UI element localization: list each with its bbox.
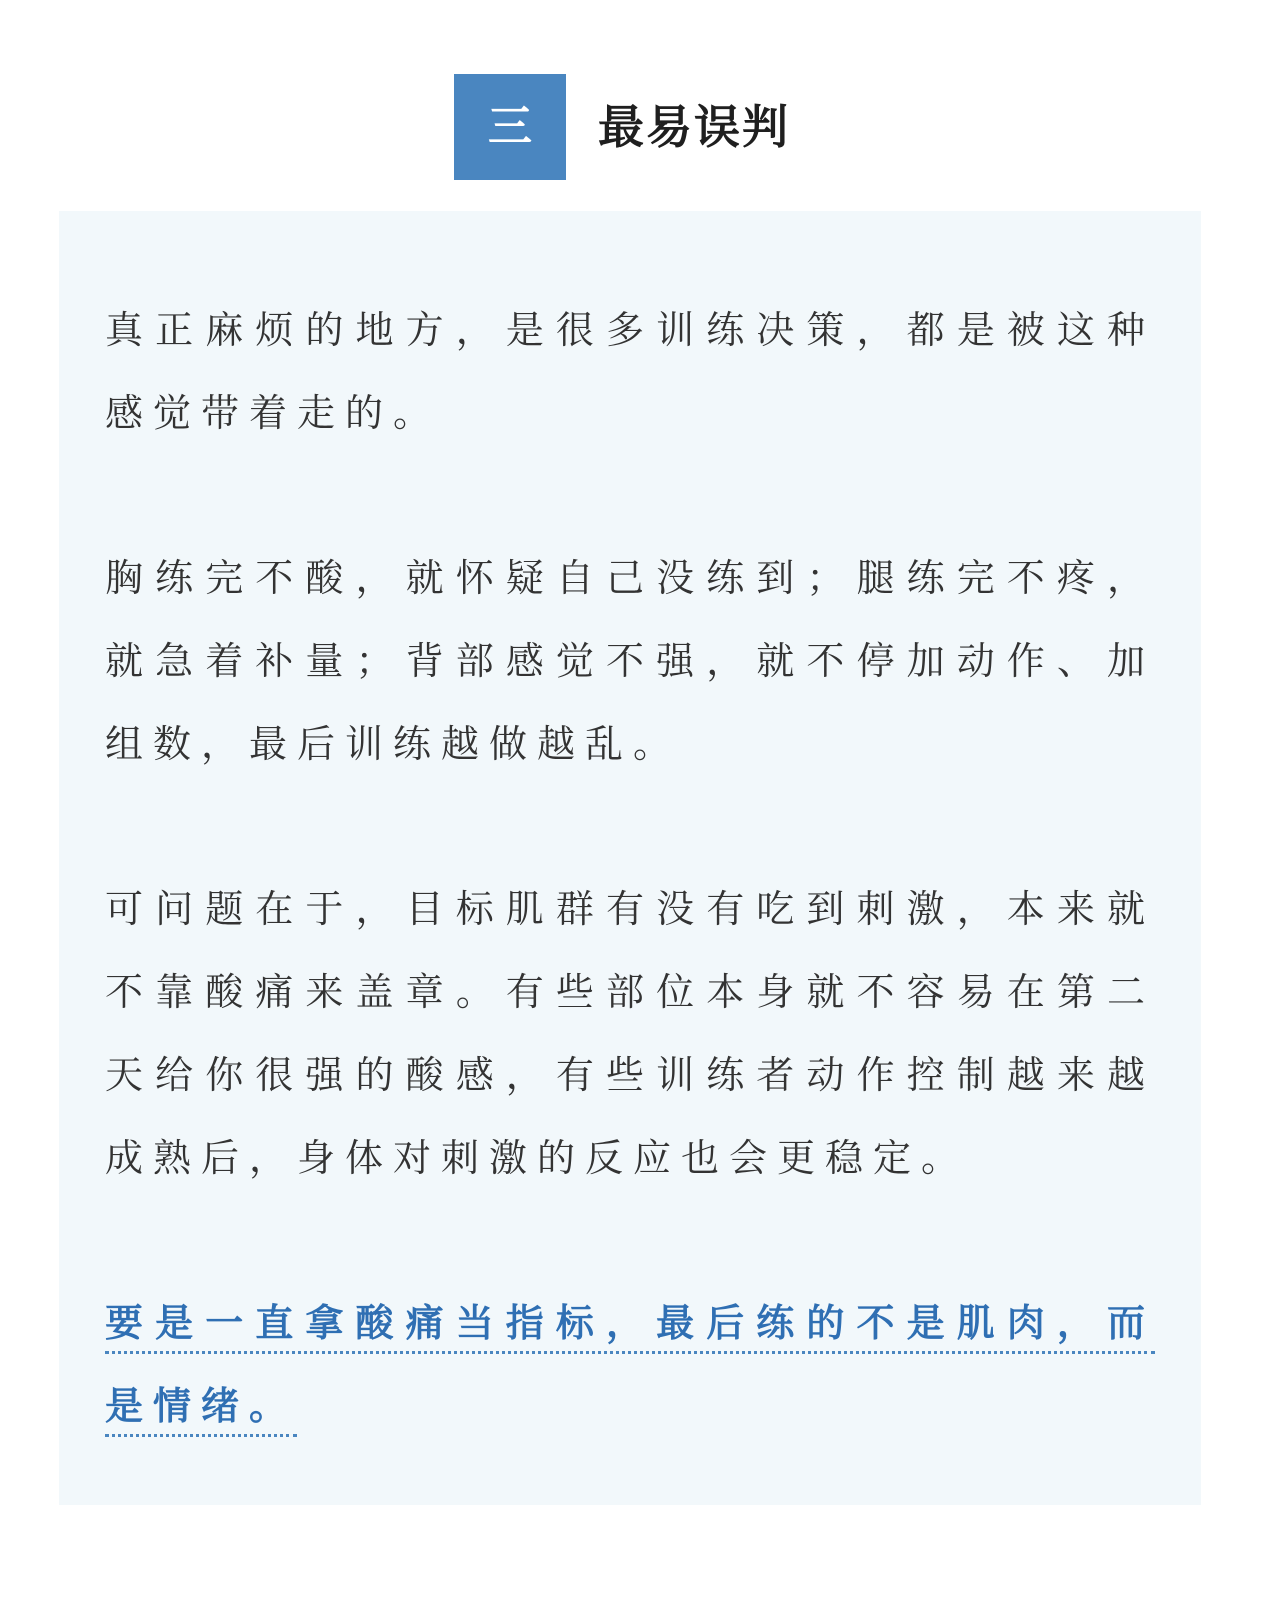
paragraph-1: 真正麻烦的地方，是很多训练决策，都是被这种感觉带着走的。 bbox=[105, 308, 1155, 435]
highlight-quote bbox=[105, 1282, 1155, 1448]
paragraph-2: 胸练完不酸，就怀疑自己没练到；腿练完不疼，就急着补量；背部感觉不强，就不停加动作、加组数，最后训练越做越乱。 bbox=[105, 556, 1155, 766]
section-number-badge: 三 bbox=[454, 74, 566, 180]
highlight-quote-text: 要是一直拿酸痛当指标，最后练的不是肌肉，而是情绪。 bbox=[105, 1301, 1155, 1437]
content-body bbox=[105, 289, 1155, 1448]
section-header bbox=[454, 74, 790, 180]
content-box bbox=[59, 211, 1201, 1505]
section-title: 最易误判 bbox=[598, 100, 790, 154]
paragraph-3: 可问题在于，目标肌群有没有吃到刺激，本来就不靠酸痛来盖章。有些部位本身就不容易在第二天给你很强的酸感，有些训练者动作控制越来越成熟后，身体对刺激的反应也会更稳定。 bbox=[105, 887, 1155, 1180]
